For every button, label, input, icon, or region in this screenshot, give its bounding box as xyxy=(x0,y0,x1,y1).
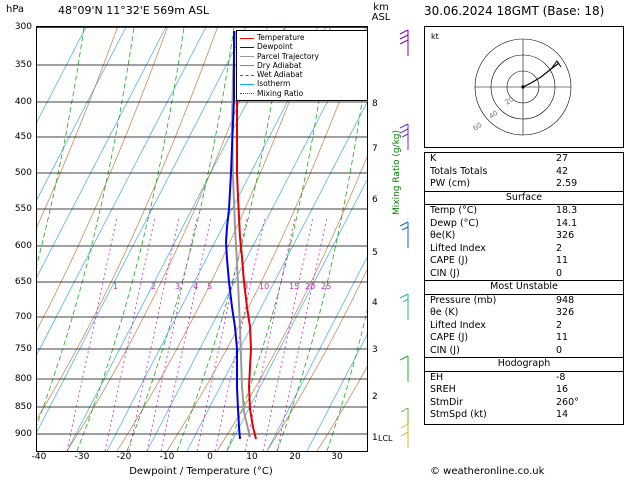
wind-barb-700 xyxy=(400,356,408,382)
mixing-ratio-axis-title: Mixing Ratio (g/kg) xyxy=(392,129,402,215)
index-label-totals: Totals Totals xyxy=(430,165,488,177)
surface-row-cape xyxy=(425,255,623,268)
surface-label-li: Lifted Index xyxy=(430,242,486,254)
legend-item-mixing-ratio xyxy=(240,89,364,98)
altitude-axis-unit-line2: ASL xyxy=(371,12,391,23)
surface-value-li: 2 xyxy=(556,242,563,254)
y-tick-900: 900 xyxy=(14,429,32,439)
y-tick-650: 650 xyxy=(14,277,32,287)
legend-label-dry-adiabat: Dry Adiabat xyxy=(257,60,302,70)
legend-label-mixing-ratio: Mixing Ratio xyxy=(257,88,304,98)
mu-label-cin: CIN (J) xyxy=(430,344,460,356)
chart-datetime: 30.06.2024 18GMT (Base: 18) xyxy=(424,4,605,18)
y-tick-450: 450 xyxy=(14,132,32,142)
x-tick-30: 30 xyxy=(331,452,343,462)
index-row-totals xyxy=(425,166,623,179)
mu-label-li: Lifted Index xyxy=(430,319,486,331)
x-tick--30: -30 xyxy=(74,452,90,462)
svg-text:20: 20 xyxy=(305,282,316,291)
hodo-label-stmdir: StmDir xyxy=(430,396,463,408)
svg-text:kt: kt xyxy=(431,32,439,41)
legend-item-temperature xyxy=(240,33,364,42)
hodo-label-sreh: SREH xyxy=(430,384,456,395)
surface-row-cin xyxy=(425,268,623,281)
wind-barb-500 xyxy=(400,222,408,248)
mu-value-cape: 11 xyxy=(556,332,569,343)
km-tick-6: 6 xyxy=(372,195,378,205)
mu-label-pressure: Pressure (mb) xyxy=(430,294,497,306)
mu-label-thetae: θe (K) xyxy=(430,307,459,318)
surface-value-dewp: 14.1 xyxy=(556,217,578,229)
y-tick-600: 600 xyxy=(14,241,32,251)
indices-panel xyxy=(424,152,624,425)
svg-text:40: 40 xyxy=(487,108,500,121)
km-tick-5: 5 xyxy=(372,248,378,258)
surface-label-dewp: Dewp (°C) xyxy=(430,217,479,229)
surface-section-title: Surface xyxy=(425,191,623,206)
legend-item-isotherm xyxy=(240,79,364,88)
legend-label-wet-adiabat: Wet Adiabat xyxy=(257,70,303,80)
svg-text:20: 20 xyxy=(503,94,516,107)
mu-row-cin xyxy=(425,345,623,358)
mu-value-li: 2 xyxy=(556,319,563,331)
km-tick-4: 4 xyxy=(372,298,378,308)
svg-text:3: 3 xyxy=(175,282,181,291)
altitude-axis-unit-line1: km xyxy=(373,2,389,13)
legend-label-parcel: Parcel Trajectory xyxy=(257,51,319,61)
legend-item-parcel xyxy=(240,52,364,61)
pressure-axis-unit: hPa xyxy=(6,4,25,15)
mu-value-pressure: 948 xyxy=(556,294,575,306)
altitude-axis-unit xyxy=(368,3,394,23)
surface-value-temp: 18.3 xyxy=(556,205,578,216)
mu-label-cape: CAPE (J) xyxy=(430,332,469,343)
km-tick-7: 7 xyxy=(372,144,378,154)
index-label-k: K xyxy=(430,153,437,164)
x-axis-title: Dewpoint / Temperature (°C) xyxy=(129,466,273,477)
surface-label-cin: CIN (J) xyxy=(430,267,460,279)
legend-label-dewpoint: Dewpoint xyxy=(257,42,293,52)
mu-value-cin: 0 xyxy=(556,344,563,356)
svg-text:10: 10 xyxy=(259,282,270,291)
surface-row-li xyxy=(425,243,623,256)
legend-item-dewpoint xyxy=(240,42,364,51)
surface-label-thetae: θe(K) xyxy=(430,230,456,241)
surface-row-temp xyxy=(425,205,623,218)
index-value-pw: 2.59 xyxy=(556,178,578,189)
mu-row-cape xyxy=(425,332,623,345)
hodo-row-sreh xyxy=(425,384,623,397)
surface-row-thetae xyxy=(425,230,623,243)
mu-row-pressure xyxy=(425,295,623,308)
legend-item-wet-adiabat xyxy=(240,70,364,79)
mu-row-li xyxy=(425,320,623,333)
hodograph-section-title: Hodograph xyxy=(425,357,623,372)
y-tick-500: 500 xyxy=(14,168,32,178)
wind-barb-300 xyxy=(400,30,408,56)
km-tick-1: 1 xyxy=(372,433,378,443)
svg-text:2: 2 xyxy=(151,282,157,291)
index-value-totals: 42 xyxy=(556,165,569,177)
chart-legend xyxy=(236,30,368,101)
legend-label-temperature: Temperature xyxy=(257,33,305,42)
mu-value-thetae: 326 xyxy=(556,307,575,318)
surface-row-dewp xyxy=(425,218,623,231)
svg-text:25: 25 xyxy=(321,282,332,291)
legend-item-dry-adiabat xyxy=(240,61,364,70)
km-tick-8: 8 xyxy=(372,99,378,109)
y-tick-300: 300 xyxy=(14,22,32,32)
hodo-row-stmspd xyxy=(425,409,623,424)
hodo-value-eh: -8 xyxy=(556,371,566,383)
y-tick-850: 850 xyxy=(14,402,32,412)
hodograph-trace xyxy=(523,63,559,87)
x-tick--40: -40 xyxy=(31,452,47,462)
surface-label-cape: CAPE (J) xyxy=(430,255,469,266)
hodo-value-stmspd: 14 xyxy=(556,409,569,420)
svg-text:4: 4 xyxy=(193,282,199,291)
wind-barb-925 xyxy=(401,432,408,448)
index-row-pw xyxy=(425,178,623,191)
x-tick--20: -20 xyxy=(116,452,132,462)
y-tick-550: 550 xyxy=(14,204,32,214)
surface-value-cin: 0 xyxy=(556,267,563,279)
mu-row-thetae xyxy=(425,307,623,320)
x-tick--10: -10 xyxy=(159,452,175,462)
km-tick-2: 2 xyxy=(372,392,378,402)
x-tick-20: 20 xyxy=(289,452,301,462)
lcl-label: LCL xyxy=(378,434,393,443)
hodograph-canvas xyxy=(425,27,621,145)
y-tick-750: 750 xyxy=(14,344,32,354)
wind-barb-400 xyxy=(400,124,408,150)
y-tick-700: 700 xyxy=(14,312,32,322)
most-unstable-section-title: Most Unstable xyxy=(425,280,623,295)
svg-text:1: 1 xyxy=(113,282,119,291)
index-row-k xyxy=(425,153,623,166)
index-value-k: 27 xyxy=(556,153,569,164)
km-tick-3: 3 xyxy=(372,345,378,355)
hodo-value-stmdir: 260° xyxy=(556,396,579,408)
wind-barb-800 xyxy=(401,408,408,430)
copyright-credit: © weatheronline.co.uk xyxy=(430,466,545,477)
y-tick-400: 400 xyxy=(14,97,32,107)
hodograph-panel xyxy=(424,26,624,148)
hodo-row-eh xyxy=(425,372,623,385)
svg-text:15: 15 xyxy=(289,282,300,291)
svg-text:8: 8 xyxy=(243,282,249,291)
hodo-value-sreh: 16 xyxy=(556,384,569,395)
hodo-label-stmspd: StmSpd (kt) xyxy=(430,409,487,420)
svg-text:5: 5 xyxy=(207,282,213,291)
hodo-row-stmdir xyxy=(425,397,623,410)
svg-text:60: 60 xyxy=(471,120,484,133)
x-tick-0: 0 xyxy=(207,452,213,462)
wind-barb-600 xyxy=(400,294,408,320)
station-coordinates: 48°09'N 11°32'E 569m ASL xyxy=(58,4,210,17)
x-tick-10: 10 xyxy=(246,452,258,462)
legend-label-isotherm: Isotherm xyxy=(257,79,291,89)
hodo-label-eh: EH xyxy=(430,371,444,383)
wind-barb-column xyxy=(396,26,420,450)
surface-value-thetae: 326 xyxy=(556,230,575,241)
surface-value-cape: 11 xyxy=(556,255,569,266)
index-label-pw: PW (cm) xyxy=(430,178,471,189)
y-tick-800: 800 xyxy=(14,374,32,384)
surface-label-temp: Temp (°C) xyxy=(430,205,478,216)
y-tick-350: 350 xyxy=(14,60,32,70)
